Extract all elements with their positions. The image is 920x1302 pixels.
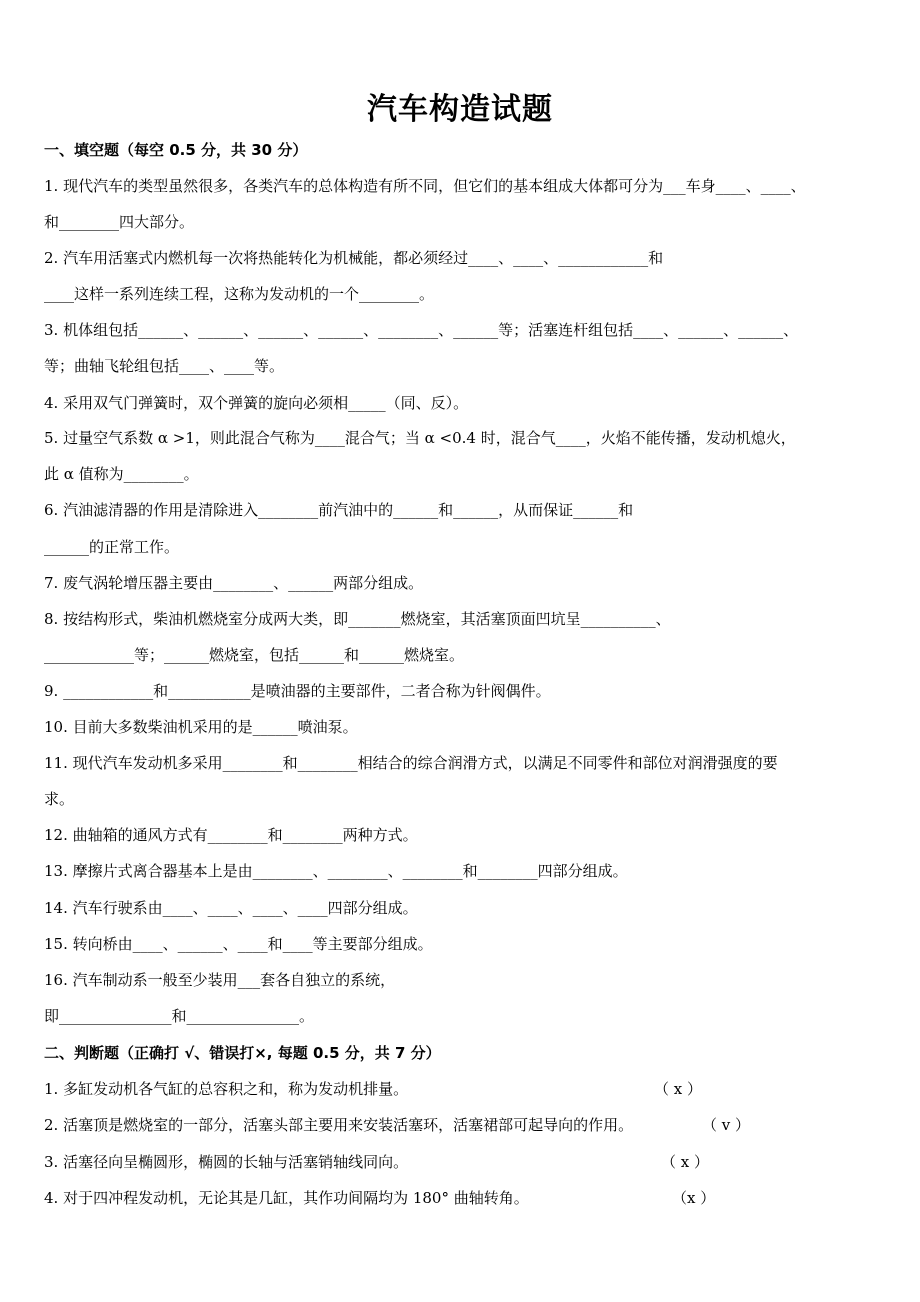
judge-answer: （ x ）: [654, 1080, 702, 1098]
section1-heading: 一、填空题（每空 0.5 分，共 30 分）: [44, 141, 308, 159]
judge-answer: （ x ）: [661, 1153, 709, 1171]
fill-line: 此 α 值称为________。: [44, 465, 199, 483]
fill-line: 11. 现代汽车发动机多采用________和________相结合的综合润滑方式，以满足不同零件和部位对润滑强度的要: [44, 754, 778, 772]
fill-line: 4. 采用双气门弹簧时，双个弹簧的旋向必须相_____（同、反）。: [44, 394, 469, 412]
fill-line: 9. ____________和___________是喷油器的主要部件，二者合称为针阀偶件。: [44, 682, 551, 700]
fill-line: 即_______________和_______________。: [44, 1007, 315, 1025]
fill-line: 求。: [44, 790, 75, 808]
fill-line: 6. 汽油滤清器的作用是清除进入________前汽油中的______和______，从而保证______和: [44, 501, 634, 519]
fill-line: 和________四大部分。: [44, 213, 195, 231]
fill-line: 14. 汽车行驶系由____、____、____、____四部分组成。: [44, 899, 418, 917]
judge-answer: （ v ）: [702, 1116, 751, 1134]
fill-line: 10. 目前大多数柴油机采用的是______喷油泵。: [44, 718, 358, 736]
judge-item: 4. 对于四冲程发动机，无论其是几缸，其作功间隔均为 180° 曲轴转角。: [44, 1189, 529, 1207]
fill-line: 13. 摩擦片式离合器基本上是由________、________、________和________四部分组成。: [44, 862, 628, 880]
fill-line: ____这样一系列连续工程，这称为发动机的一个________。: [44, 285, 435, 303]
fill-line: 2. 汽车用活塞式内燃机每一次将热能转化为机械能，都必须经过____、____、____________和: [44, 249, 664, 267]
judge-item: 1. 多缸发动机各气缸的总容积之和，称为发动机排量。: [44, 1080, 409, 1098]
fill-line: 3. 机体组包括______、______、______、______、________、______等；活塞连杆组包括____、______、______、: [44, 321, 799, 339]
exam-title: 汽车构造试题: [367, 92, 553, 127]
judge-answer: （x ）: [672, 1189, 716, 1207]
fill-line: 1. 现代汽车的类型虽然很多，各类汽车的总体构造有所不同，但它们的基本组成大体都可分为___车身____、____、: [44, 177, 806, 195]
section2-heading: 二、判断题（正确打 √、错误打×, 每题 0.5 分，共 7 分）: [44, 1044, 441, 1062]
judge-item: 3. 活塞径向呈椭圆形，椭圆的长轴与活塞销轴线同向。: [44, 1153, 409, 1171]
fill-line: ______的正常工作。: [44, 538, 180, 556]
fill-line: ____________等；______燃烧室，包括______和______燃烧室。: [44, 646, 465, 664]
fill-line: 8. 按结构形式，柴油机燃烧室分成两大类，即_______燃烧室，其活塞顶面凹坑呈__________、: [44, 610, 671, 628]
fill-line: 7. 废气涡轮增压器主要由________、______两部分组成。: [44, 574, 424, 592]
fill-line: 5. 过量空气系数 α >1，则此混合气称为____混合气；当 α <0.4 时，混合气____，火焰不能传播，发动机熄火，: [44, 429, 796, 447]
fill-line: 等；曲轴飞轮组包括____、____等。: [44, 357, 285, 375]
fill-line: 16. 汽车制动系一般至少装用___套各自独立的系统，: [44, 971, 396, 989]
fill-line: 12. 曲轴箱的通风方式有________和________两种方式。: [44, 826, 418, 844]
fill-line: 15. 转向桥由____、______、____和____等主要部分组成。: [44, 935, 433, 953]
judge-item: 2. 活塞顶是燃烧室的一部分，活塞头部主要用来安装活塞环，活塞裙部可起导向的作用。: [44, 1116, 634, 1134]
